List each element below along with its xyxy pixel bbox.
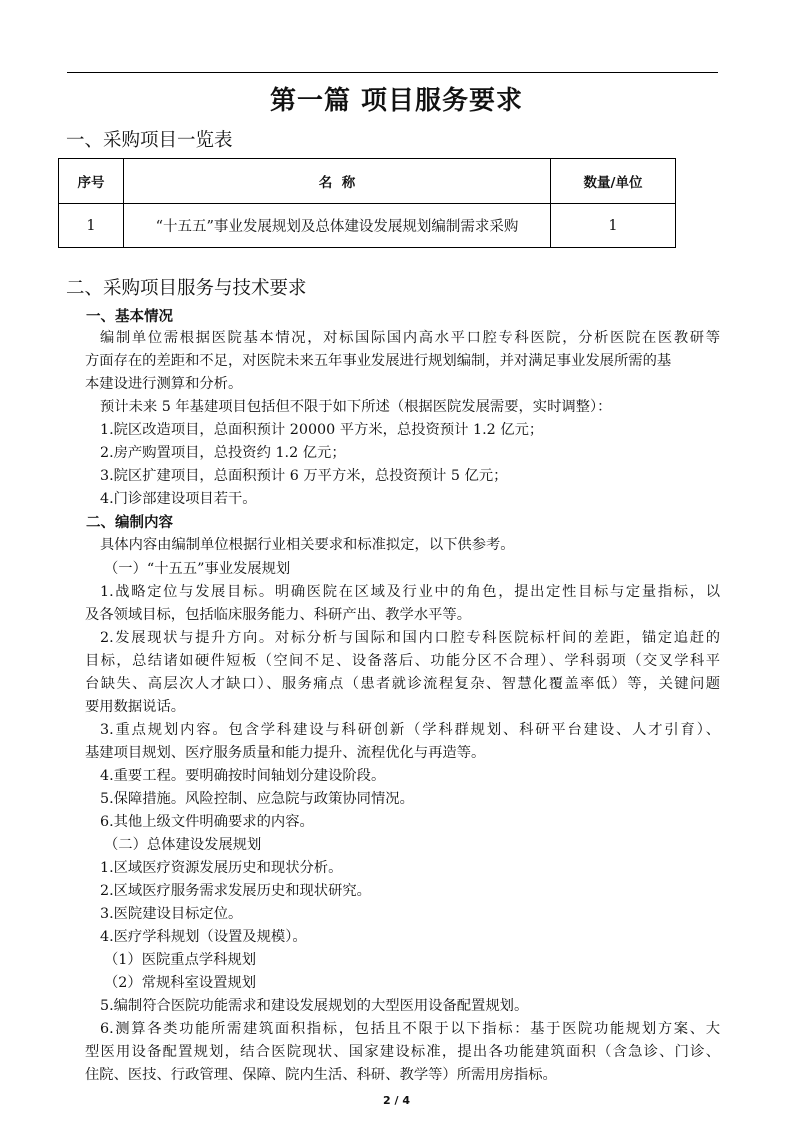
cell-name: “十五五”事业发展规划及总体建设发展规划编制需求采购 <box>124 204 551 248</box>
basic-heading: 一、基本情况 <box>86 309 173 325</box>
paragraph-line: 住院、医技、行政管理、保障、院内生活、科研、教学等）所需用房指标。 <box>85 1067 557 1083</box>
paragraph-line: 5.保障措施。风险控制、应急院与政策协同情况。 <box>100 791 414 807</box>
paragraph-line: 4.重要工程。要明确按时间轴划分建设阶段。 <box>100 768 386 784</box>
header-quantity: 数量/单位 <box>551 159 676 204</box>
paragraph-line: 及各领域目标，包括临床服务能力、科研产出、教学水平等。 <box>85 607 472 623</box>
basic-paragraph-line: 编制单位需根据医院基本情况，对标国际国内高水平口腔专科医院，分析医院在医教研等 <box>100 330 720 346</box>
basic-paragraph-line: 预计未来 5 年基建项目包括但不限于如下所述（根据医院发展需要，实时调整）： <box>100 399 612 415</box>
basic-list-item: 1.院区改造项目，总面积预计 20000 平方米，总投资预计 1.2 亿元； <box>100 422 544 438</box>
paragraph-line: 2.区域医疗服务需求发展历史和现状研究。 <box>100 883 371 899</box>
paragraph-line: 基建项目规划、医疗服务质量和能力提升、流程优化与再造等。 <box>85 745 486 761</box>
header-rule <box>67 72 718 73</box>
table-header-row <box>59 159 676 204</box>
paragraph-line: 台缺失、高层次人才缺口）、服务痛点（患者就诊流程复杂、智慧化覆盖率低）等，关键问题 <box>85 676 720 692</box>
cell-quantity: 1 <box>551 204 676 248</box>
subsection-heading: （二）总体建设发展规划 <box>104 837 262 853</box>
procurement-table <box>58 158 676 248</box>
cell-index: 1 <box>59 204 124 248</box>
basic-paragraph-line: 方面存在的差距和不足，对医院未来五年事业发展进行规划编制，并对满足事业发展所需的基 <box>85 353 672 369</box>
paragraph-line: 3.重点规划内容。包含学科建设与科研创新（学科群规划、科研平台建设、人才引育）、 <box>100 722 720 738</box>
table-row <box>59 204 676 248</box>
paragraph-line: 要用数据说话。 <box>85 699 186 715</box>
paragraph-line: 6.其他上级文件明确要求的内容。 <box>100 814 314 830</box>
paragraph-line: （1）医院重点学科规划 <box>104 952 257 968</box>
section2-heading: 二、采购项目服务与技术要求 <box>66 278 307 299</box>
paragraph-line: （2）常规科室设置规划 <box>104 975 257 991</box>
content-intro: 具体内容由编制单位根据行业相关要求和标准拟定，以下供参考。 <box>100 537 515 553</box>
paragraph-line: 3.医院建设目标定位。 <box>100 906 243 922</box>
paragraph-line: 目标，总结诸如硬件短板（空间不足、设备落后、功能分区不合理）、学科弱项（交叉学科平 <box>85 653 720 669</box>
paragraph-line: 4.医疗学科规划（设置及规模）。 <box>100 929 307 945</box>
page-title: 第一篇 项目服务要求 <box>269 86 524 116</box>
basic-paragraph-line: 本建设进行测算和分析。 <box>85 376 243 392</box>
content-heading: 二、编制内容 <box>86 515 173 531</box>
paragraph-line: 5.编制符合医院功能需求和建设发展规划的大型医用设备配置规划。 <box>100 998 529 1014</box>
basic-list-item: 4.门诊部建设项目若干。 <box>100 491 257 507</box>
basic-list-item: 3.院区扩建项目，总面积预计 6 万平方米，总投资预计 5 亿元； <box>100 468 508 484</box>
section1-heading: 一、采购项目一览表 <box>66 130 233 151</box>
paragraph-line: 2.发展现状与提升方向。对标分析与国际和国内口腔专科医院标杆间的差距，锚定追赶的 <box>100 630 720 646</box>
page-number: 2 / 4 <box>383 1094 410 1107</box>
header-index: 序号 <box>59 159 124 204</box>
paragraph-line: 1.区域医疗资源发展历史和现状分析。 <box>100 860 343 876</box>
paragraph-line: 6.测算各类功能所需建筑面积指标，包括且不限于以下指标：基于医院功能规划方案、大 <box>100 1021 720 1037</box>
paragraph-line: 1.战略定位与发展目标。明确医院在区域及行业中的角色，提出定性目标与定量指标，以 <box>100 584 720 600</box>
header-name: 名 称 <box>124 159 551 204</box>
subsection-heading: （一）“十五五”事业发展规划 <box>104 561 291 577</box>
paragraph-line: 型医用设备配置规划，结合医院现状、国家建设标准，提出各功能建筑面积（含急诊、门诊、 <box>85 1044 720 1060</box>
basic-list-item: 2.房产购置项目，总投资约 1.2 亿元； <box>100 445 346 461</box>
